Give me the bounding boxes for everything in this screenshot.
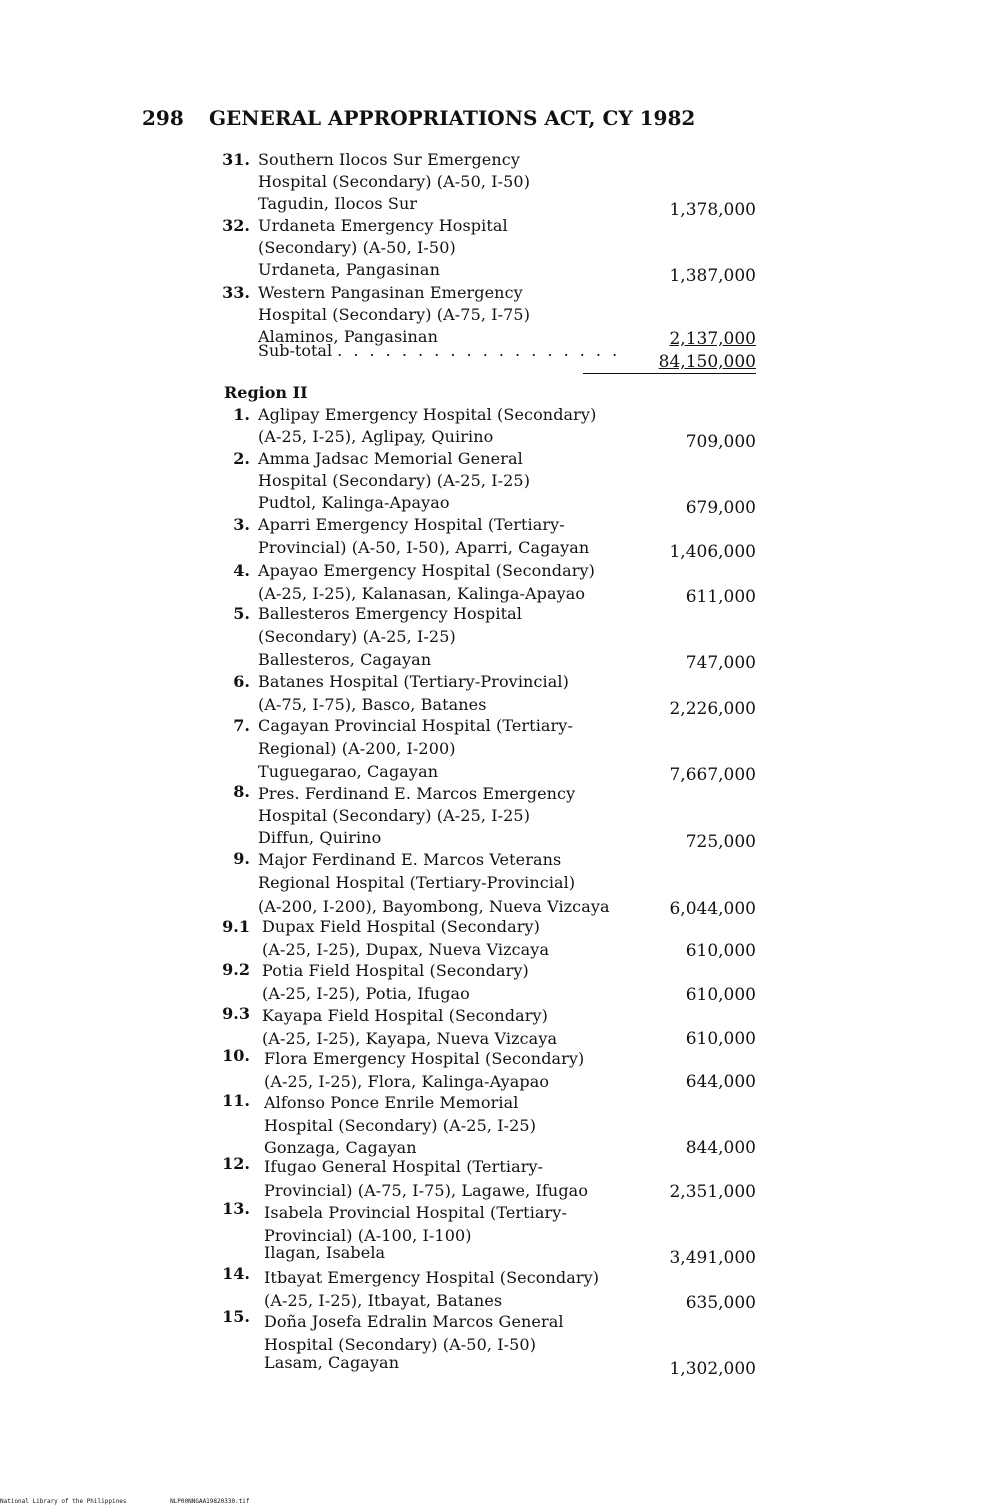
page-title: GENERAL APPROPRIATIONS ACT, CY 1982 — [208, 106, 696, 130]
subtotal-label: Sub-total — [258, 341, 333, 360]
item-line: Western Pangasinan Emergency — [258, 283, 523, 302]
item-amount: 679,000 — [685, 498, 756, 518]
item-line: Tuguegarao, Cagayan — [258, 762, 439, 781]
item-number: 9.1 — [222, 917, 250, 936]
item-line: Alfonso Ponce Enrile Memorial — [264, 1093, 519, 1112]
item-line: (Secondary) (A-25, I-25) — [258, 627, 456, 646]
page-number: 298 — [142, 106, 184, 130]
item-line: Flora Emergency Hospital (Secondary) — [264, 1049, 585, 1068]
subtotal-underline — [583, 373, 756, 374]
item-line: Lasam, Cagayan — [264, 1353, 400, 1372]
item-line: Pudtol, Kalinga-Apayao — [258, 493, 450, 512]
item-line: Kayapa Field Hospital (Secondary) — [262, 1006, 548, 1025]
item-number: 6. — [233, 672, 250, 691]
item-line: Hospital (Secondary) (A-75, I-75) — [258, 305, 531, 324]
item-line: (A-25, I-25), Potia, Ifugao — [262, 984, 470, 1003]
item-line: Provincial) (A-75, I-75), Lagawe, Ifugao — [264, 1181, 589, 1200]
item-amount: 844,000 — [685, 1138, 756, 1158]
subtotal-row — [258, 341, 620, 360]
item-amount: 644,000 — [685, 1072, 756, 1092]
item-line: Hospital (Secondary) (A-25, I-25) — [258, 806, 531, 825]
item-line: Regional) (A-200, I-200) — [258, 739, 456, 758]
item-amount: 747,000 — [685, 653, 756, 673]
item-line: Ilagan, Isabela — [264, 1243, 386, 1262]
item-line: (A-25, I-25), Flora, Kalinga-Ayapao — [264, 1072, 550, 1091]
item-number: 32. — [222, 216, 250, 235]
item-line: Southern Ilocos Sur Emergency — [258, 150, 520, 169]
item-line: Ifugao General Hospital (Tertiary- — [264, 1157, 544, 1176]
item-amount: 2,351,000 — [669, 1182, 756, 1202]
item-amount: 1,302,000 — [669, 1359, 756, 1379]
item-number: 15. — [222, 1307, 250, 1326]
file-identifier: NLP00NNGAA19820330.tif — [170, 1498, 250, 1505]
item-line: Batanes Hospital (Tertiary-Provincial) — [258, 672, 569, 691]
library-credit: National Library of the Philippines — [0, 1498, 127, 1505]
item-amount: 709,000 — [685, 432, 756, 452]
item-number: 5. — [233, 604, 250, 623]
item-amount: 2,226,000 — [669, 699, 756, 719]
item-number: 4. — [233, 561, 250, 580]
item-number: 10. — [222, 1046, 250, 1065]
item-line: Potia Field Hospital (Secondary) — [262, 961, 529, 980]
item-amount: 1,406,000 — [669, 542, 756, 562]
subtotal-leader-dots: . . . . . . . . . . . . . . . . . . — [337, 341, 621, 360]
item-amount: 725,000 — [685, 832, 756, 852]
item-line: Provincial) (A-50, I-50), Aparri, Cagayan — [258, 538, 590, 557]
item-amount: 610,000 — [685, 1029, 756, 1049]
item-line: (A-25, I-25), Itbayat, Batanes — [264, 1291, 503, 1310]
item-line: (A-200, I-200), Bayombong, Nueva Vizcaya — [258, 897, 610, 916]
item-line: (A-25, I-25), Kalanasan, Kalinga-Apayao — [258, 584, 586, 603]
item-amount: 635,000 — [685, 1293, 756, 1313]
item-line: (A-25, I-25), Aglipay, Quirino — [258, 427, 494, 446]
item-amount: 610,000 — [685, 941, 756, 961]
item-amount: 7,667,000 — [669, 765, 756, 785]
item-amount: 6,044,000 — [669, 899, 756, 919]
item-line: Regional Hospital (Tertiary-Provincial) — [258, 873, 576, 892]
item-line: Urdaneta, Pangasinan — [258, 260, 440, 279]
item-number: 2. — [233, 449, 250, 468]
item-number: 12. — [222, 1154, 250, 1173]
item-line: Aglipay Emergency Hospital (Secondary) — [258, 405, 597, 424]
item-line: Amma Jadsac Memorial General — [258, 449, 523, 468]
item-line: Hospital (Secondary) (A-25, I-25) — [264, 1116, 537, 1135]
item-line: (A-25, I-25), Dupax, Nueva Vizcaya — [262, 940, 550, 959]
item-number: 14. — [222, 1264, 250, 1283]
item-line: Dupax Field Hospital (Secondary) — [262, 917, 540, 936]
item-line: Tagudin, Ilocos Sur — [258, 194, 418, 213]
item-amount: 611,000 — [685, 587, 756, 607]
item-number: 3. — [233, 515, 250, 534]
region-heading: Region II — [224, 383, 308, 402]
item-number: 7. — [233, 716, 250, 735]
item-number: 1. — [233, 405, 250, 424]
item-line: Alaminos, Pangasinan — [258, 327, 438, 346]
item-amount: 1,378,000 — [669, 200, 756, 220]
item-line: Provincial) (A-100, I-100) — [264, 1226, 472, 1245]
item-line: Gonzaga, Cagayan — [264, 1138, 417, 1157]
item-line: Cagayan Provincial Hospital (Tertiary- — [258, 716, 573, 735]
item-amount: 1,387,000 — [669, 266, 756, 286]
item-number: 9. — [233, 849, 250, 868]
item-amount: 3,491,000 — [669, 1248, 756, 1268]
item-number: 9.3 — [222, 1004, 250, 1023]
item-line: Major Ferdinand E. Marcos Veterans — [258, 850, 562, 869]
item-line: Ballesteros, Cagayan — [258, 650, 432, 669]
item-number: 31. — [222, 150, 250, 169]
item-line: Itbayat Emergency Hospital (Secondary) — [264, 1268, 600, 1287]
item-line: Doña Josefa Edralin Marcos General — [264, 1312, 564, 1331]
scan-footer — [0, 1498, 290, 1505]
item-line: Ballesteros Emergency Hospital — [258, 604, 522, 623]
item-number: 9.2 — [222, 960, 250, 979]
subtotal-amount: 84,150,000 — [658, 352, 756, 372]
item-amount: 610,000 — [685, 985, 756, 1005]
item-line: Isabela Provincial Hospital (Tertiary- — [264, 1203, 567, 1222]
item-line: Hospital (Secondary) (A-50, I-50) — [264, 1335, 537, 1354]
item-line: Hospital (Secondary) (A-50, I-50) — [258, 172, 531, 191]
item-line: Aparri Emergency Hospital (Tertiary- — [258, 515, 565, 534]
item-line: (Secondary) (A-50, I-50) — [258, 238, 456, 257]
item-line: (A-25, I-25), Kayapa, Nueva Vizcaya — [262, 1029, 558, 1048]
item-line: Urdaneta Emergency Hospital — [258, 216, 508, 235]
item-line: Apayao Emergency Hospital (Secondary) — [258, 561, 596, 580]
item-line: Diffun, Quirino — [258, 828, 382, 847]
item-line: Hospital (Secondary) (A-25, I-25) — [258, 471, 531, 490]
item-number: 8. — [233, 782, 250, 801]
item-amount: 2,137,000 — [669, 329, 756, 349]
item-number: 13. — [222, 1199, 250, 1218]
item-line: Pres. Ferdinand E. Marcos Emergency — [258, 784, 576, 803]
item-number: 11. — [222, 1091, 250, 1110]
item-line: (A-75, I-75), Basco, Batanes — [258, 695, 487, 714]
item-number: 33. — [222, 283, 250, 302]
